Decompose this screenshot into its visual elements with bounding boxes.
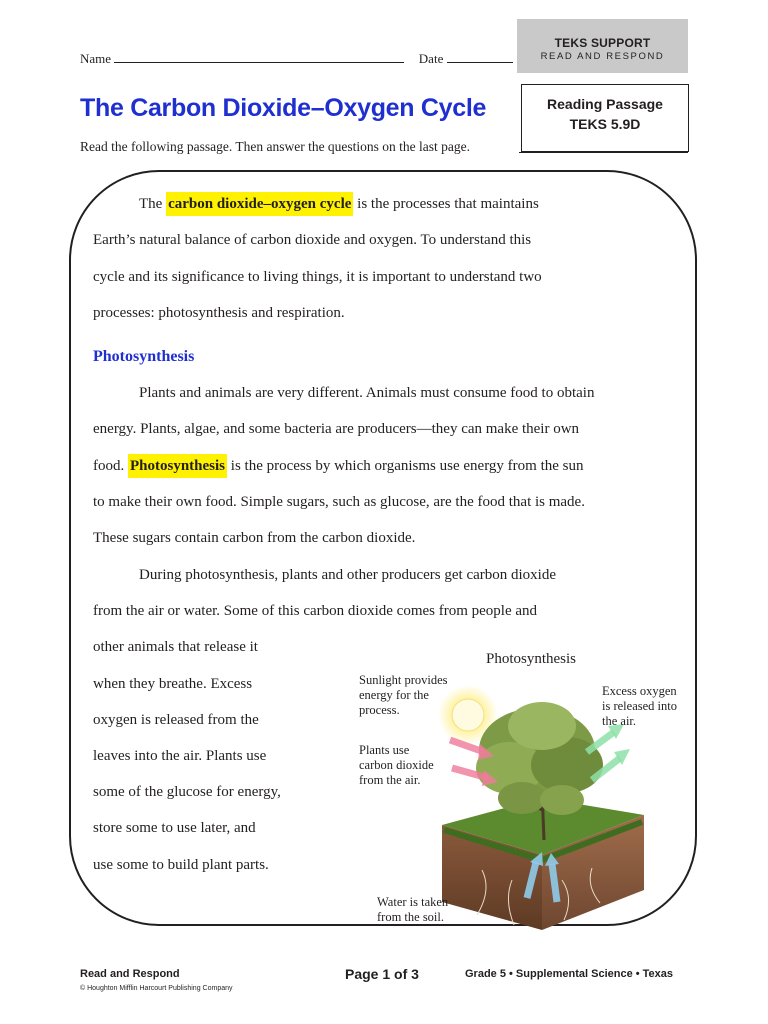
passage-line: Plants and animals are very different. Animals must consume food to obtain [139,385,595,401]
passage-line: use some to build plant parts. [93,857,269,873]
name-field[interactable] [114,50,404,63]
teks-support-box [517,19,688,73]
date-label: Date [418,51,444,66]
caption-line: energy for the [359,688,429,702]
caption-carbon-dioxide [359,743,434,788]
figure-title: Photosynthesis [486,651,577,667]
passage-line: These sugars contain carbon from the carbon dioxide. [93,530,416,546]
date-field[interactable] [447,50,513,63]
passage-line: other animals that release it [93,639,258,655]
caption-line: from the air. [359,773,421,787]
reading-passage-box [521,84,689,152]
passage-line: to make their own food. Simple sugars, such as glucose, are the food that is made. [93,494,585,510]
passage-line: energy. Plants, algae, and some bacteria are producers—they can make their own [93,421,580,437]
passage-line: when they breathe. Excess [93,676,253,692]
passage-line: Earth’s natural balance of carbon dioxide and oxygen. To understand this [93,232,532,248]
name-date-row [80,50,513,67]
passage-line: store some to use later, and [93,820,256,836]
caption-sunlight [359,673,448,718]
highlight-term-co2-cycle: carbon dioxide–oxygen cycle [166,192,353,216]
caption-line: process. [359,703,400,717]
text-fragment: food. [93,458,128,474]
copyright: © Houghton Mifflin Harcourt Publishing Company [80,985,233,992]
passage-line: oxygen is released from the [93,712,259,728]
teks-code: TEKS 5.9D [569,116,641,132]
passage-line: cycle and its significance to living things, it is important to understand two [93,269,542,285]
passage-line: from the air or water. Some of this carbon dioxide comes from people and [93,603,538,619]
caption-line: carbon dioxide [359,758,434,772]
teks-support-title: TEKS SUPPORT [554,36,651,50]
instructions: Read the following passage. Then answer the questions on the last page. [80,139,471,154]
section-heading: Photosynthesis [93,348,195,365]
text-fragment: is the processes that maintains [353,196,539,212]
page-number: Page 1 of 3 [345,966,419,982]
caption-line: is released into [602,699,677,713]
photosynthesis-figure [352,640,697,940]
passage-line [93,196,539,213]
highlight-term-photosynthesis: Photosynthesis [128,454,227,478]
caption-line: Excess oxygen [602,684,677,698]
page-title: The Carbon Dioxide–Oxygen Cycle [80,94,487,122]
passage-line: processes: photosynthesis and respiration. [93,305,345,321]
text-fragment: is the process by which organisms use energy from the sun [227,458,584,474]
caption-line: Sunlight provides [359,673,448,687]
passage-line: some of the glucose for energy, [93,784,281,800]
passage-line [93,458,584,475]
caption-line: from the soil. [377,910,445,924]
caption-water [377,895,448,925]
teks-support-subtitle: READ AND RESPOND [540,51,665,62]
footer-right: Grade 5 • Supplemental Science • Texas [465,968,674,980]
caption-oxygen [602,684,677,729]
caption-line: Water is taken [377,895,449,909]
passage-line: leaves into the air. Plants use [93,748,267,764]
name-label: Name [80,51,112,66]
caption-line: the air. [602,714,637,728]
text-fragment: The [139,196,167,212]
caption-line: Plants use [359,743,410,757]
footer-left: Read and Respond [80,968,180,980]
divider [519,152,688,153]
reading-passage-label: Reading Passage [547,96,663,112]
passage-line: During photosynthesis, plants and other producers get carbon dioxide [139,567,556,583]
